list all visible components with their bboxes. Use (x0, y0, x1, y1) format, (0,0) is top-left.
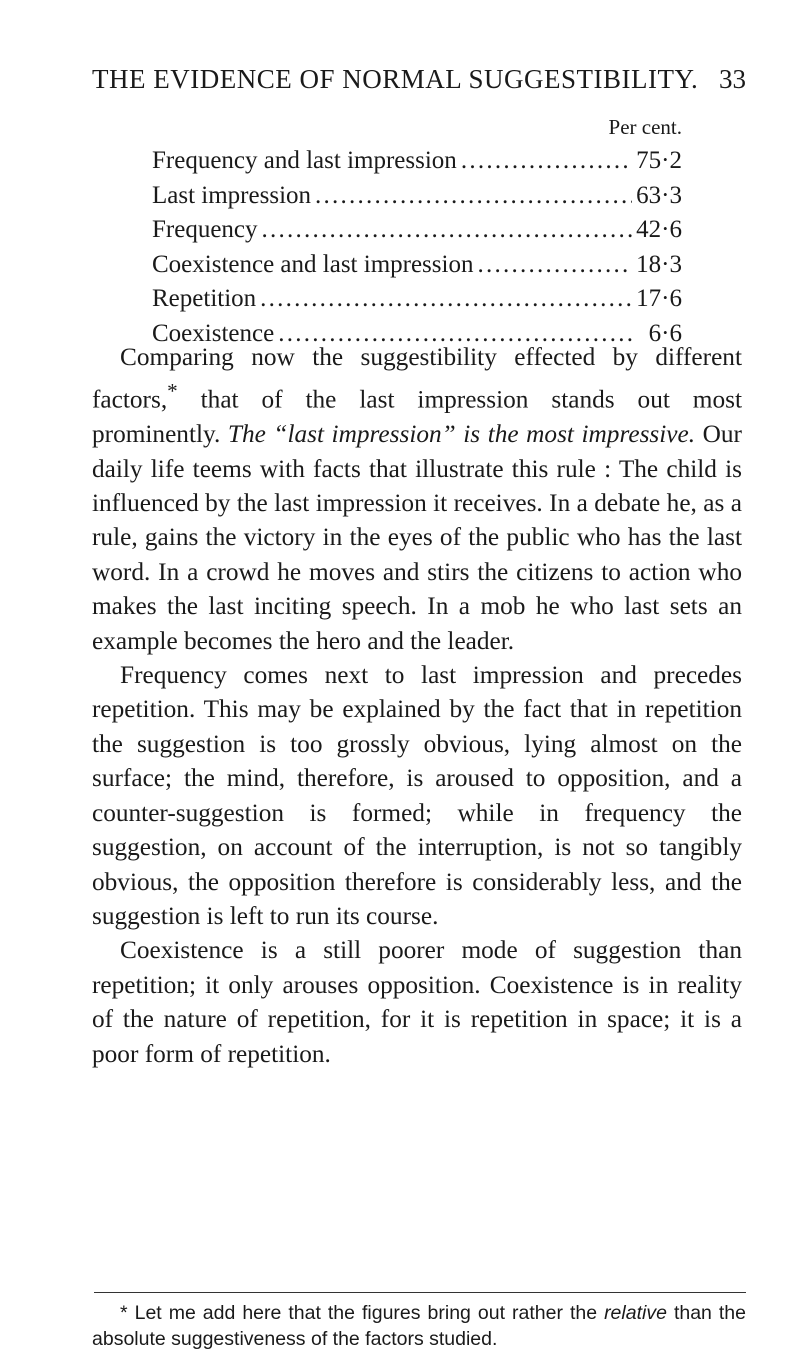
emphasis-text: The “last impression” is the most impressive. (227, 420, 696, 449)
paragraph-text: Our daily life teems with facts that illustrate this rule : The child is influenced by the last impression it receives. In a debate he, as a rule, gains the victory in the eyes of the public who has the last word. In a crowd he moves and stirs the citizens to action who makes the last inciting speech. In a mob he who last sets an example becomes the hero and the leader. (92, 420, 742, 655)
row-value: 42·6 (636, 216, 682, 243)
leader-dots (457, 144, 632, 179)
paragraph: Frequency comes next to last impression and precedes repetition. This may be explained by the fact that in repetition the suggestion is too grossly obvious, lying almost on the surface; the mind, therefore, is aroused to opposition, and a counter-suggestion is formed; while in frequency the suggestion, on account of the interruption, is not so tangibly obvious, the opposition therefore is considerably less, and the suggestion is left to run its course. (92, 661, 742, 930)
row-value: 18·3 (636, 250, 682, 278)
running-head-title: THE EVIDENCE OF NORMAL SUGGESTIBILITY. (92, 64, 699, 94)
row-value: 6·6 (648, 319, 682, 347)
paragraph-text: that of the last impression stands out most prominently. (92, 385, 742, 449)
leader-dots (256, 282, 632, 317)
footnote-rule (94, 1292, 746, 1293)
table-row (152, 248, 682, 283)
footnote (92, 1300, 746, 1352)
footnote-text (92, 1300, 746, 1352)
footnote-marker: * (120, 1302, 128, 1324)
row-value: 75·2 (636, 147, 682, 174)
page-number: 33 (719, 64, 746, 94)
leader-dots (473, 248, 632, 283)
results-table (152, 110, 682, 351)
table-row (152, 179, 682, 214)
footnote-text-part: Let me add here that the figures bring out rather the (127, 1302, 605, 1324)
row-label: Repetition (152, 285, 257, 312)
row-label: Frequency and last impression (152, 147, 457, 174)
running-head (92, 64, 746, 108)
table-row (152, 213, 682, 248)
footnote-marker: * (167, 379, 178, 404)
leader-dots (311, 179, 632, 214)
table-row (152, 144, 682, 179)
paragraph-text: Comparing now the suggestibility effected by different factors, (92, 343, 742, 414)
row-value: 63·3 (636, 181, 682, 209)
table-row (152, 282, 682, 317)
body-text (92, 340, 742, 1071)
paragraph (92, 340, 742, 658)
row-label: Frequency (152, 216, 258, 243)
row-label: Last impression (152, 181, 312, 209)
emphasis-text: relative (604, 1302, 667, 1324)
footnote-text-part: than the absolute suggestiveness of the factors studied. (92, 1302, 747, 1350)
row-label: Coexistence and last impression (152, 250, 474, 278)
row-label: Coexistence (152, 319, 275, 347)
row-value: 17·6 (636, 285, 682, 312)
table-column-header: Per cent. (608, 115, 682, 139)
leader-dots (258, 213, 632, 248)
paragraph: Coexistence is a still poorer mode of suggestion than repetition; it only arouses opposition. Coexistence is in reality of the nature of repetition, for it is repetition in space; it is a poor form of repetition. (92, 936, 742, 1068)
